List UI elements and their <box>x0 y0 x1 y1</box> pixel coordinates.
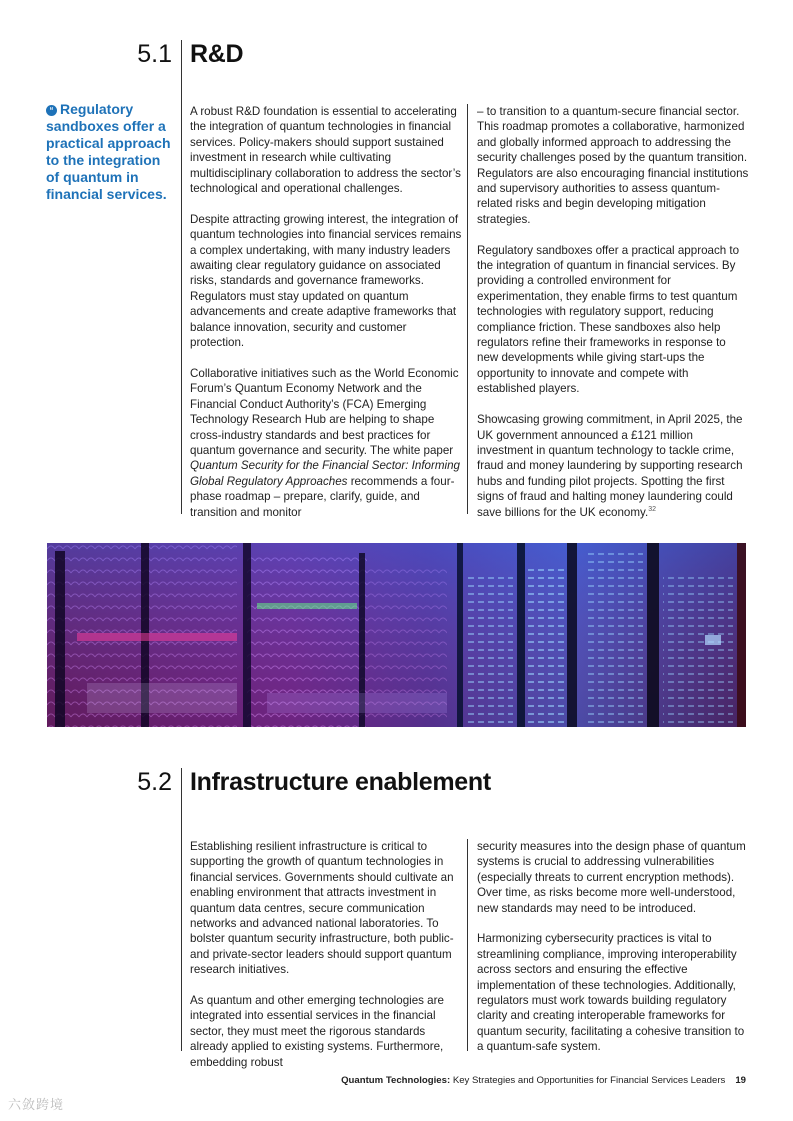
pull-quote-text: Regulatory sandboxes offer a practical approach to the integration of quantum in financial services. <box>46 101 171 202</box>
page-footer <box>341 1075 746 1086</box>
body-column-right <box>477 104 749 535</box>
paragraph: Harmonizing cybersecurity practices is vital to streamlining compliance, improving interoperability across sectors and ensuring the effective implementation of these technologies. Additionally, regulators must work towards building regulatory clarity and creating interoperable frameworks for quantum security, facilitating a cohesive transition to a quantum-safe system. <box>477 932 745 1054</box>
body-column-left <box>190 839 462 1085</box>
paragraph: A robust R&D foundation is essential to accelerating the integration of quantum technologies in financial services. Policy-makers should support sustained investment in research while cultivating multidisciplinary collaboration to address the sector’s technological and operational challenges. <box>190 105 461 196</box>
report-title: Quantum Technologies: <box>341 1075 451 1086</box>
paragraph: Regulatory sandboxes offer a practical approach to the integration of quantum in financial services. By providing a controlled environment for experimentation, they enable firms to test quantum technologies with regulatory support, reducing compliance friction. These sandboxes also help regulators refine their frameworks in response to new developments while giving start-ups the opportunity to innovate and compete with established players. <box>477 243 740 396</box>
section-divider-line <box>181 768 182 1051</box>
paragraph-text: recommends a four-phase roadmap – prepare, clarify, guide, and transition and monitor <box>190 474 455 519</box>
server-room-photo <box>47 543 746 727</box>
paragraph: security measures into the design phase of quantum systems is crucial to addressing vulnerabilities (especially threats to current encryption methods). Over time, as risks become more well-understood, new standards may need to be introduced. <box>477 840 746 915</box>
section-number: 5.2 <box>137 768 172 796</box>
paragraph: – to transition to a quantum-secure financial sector. This roadmap promotes a collaborative, harmonized and globally informed approach to addressing the security challenges posed by the quantum transition. Regulators are also encouraging financial institutions and supervisory authorities to assess quantum-related risks and begin developing mitigation strategies. <box>477 105 749 226</box>
paragraph-text: Collaborative initiatives such as the World Economic Forum’s Quantum Economy Network and the Financial Conduct Authority’s (FCA) Emerging Technology Research Hub are helping to shape cross-industry standards and best practices for quantum governance and security. The white paper <box>190 366 459 457</box>
section-number: 5.1 <box>137 40 172 68</box>
paragraph: As quantum and other emerging technologies are integrated into essential services in the financial sector, they must meet the rigorous standards already applied to existing systems. Furthermore, embedding robust <box>190 994 444 1069</box>
paragraph <box>190 366 462 520</box>
body-column-left <box>190 104 462 535</box>
footnote-ref: 32 <box>648 505 656 513</box>
section-title: Infrastructure enablement <box>190 768 491 796</box>
quote-icon: “ <box>46 105 57 116</box>
section-divider-line <box>181 40 182 514</box>
paragraph: Establishing resilient infrastructure is critical to supporting the growth of quantum technologies in financial services. Governments should cultivate an enabling environment that attracts investment in quantum data centres, secure communication networks and advanced national laboratories. To bolster quantum security infrastructure, both public- and private-sector leaders should support quantum research initiatives. <box>190 840 454 977</box>
page-number: 19 <box>735 1075 746 1086</box>
report-subtitle: Key Strategies and Opportunities for Financial Services Leaders <box>450 1075 726 1086</box>
column-divider-line <box>467 104 468 514</box>
body-column-right <box>477 839 749 1070</box>
paragraph <box>477 412 749 520</box>
white-paper-title: Quantum Security for the Financial Sector: Informing Global Regulatory Approaches <box>190 459 460 488</box>
watermark: 六敛跨境 <box>8 1097 65 1112</box>
column-divider-line <box>467 839 468 1051</box>
pull-quote <box>46 101 174 203</box>
section-title: R&D <box>190 40 244 68</box>
paragraph: Despite attracting growing interest, the integration of quantum technologies into financial services remains a complex undertaking, with many industry leaders awaiting clear regulatory guidance on associated risks, standards and governance frameworks. Regulators must stay updated on quantum advancements and create adaptive frameworks that balance innovation, security and customer protection. <box>190 212 462 350</box>
paragraph-text: Showcasing growing commitment, in April 2025, the UK government announced a £121 million investment in quantum technology to tackle crime, fraud and money laundering by supporting research hubs and funding pilot projects. Spotting the first signs of fraud and halting money laundering could save billions for the UK economy. <box>477 413 743 519</box>
